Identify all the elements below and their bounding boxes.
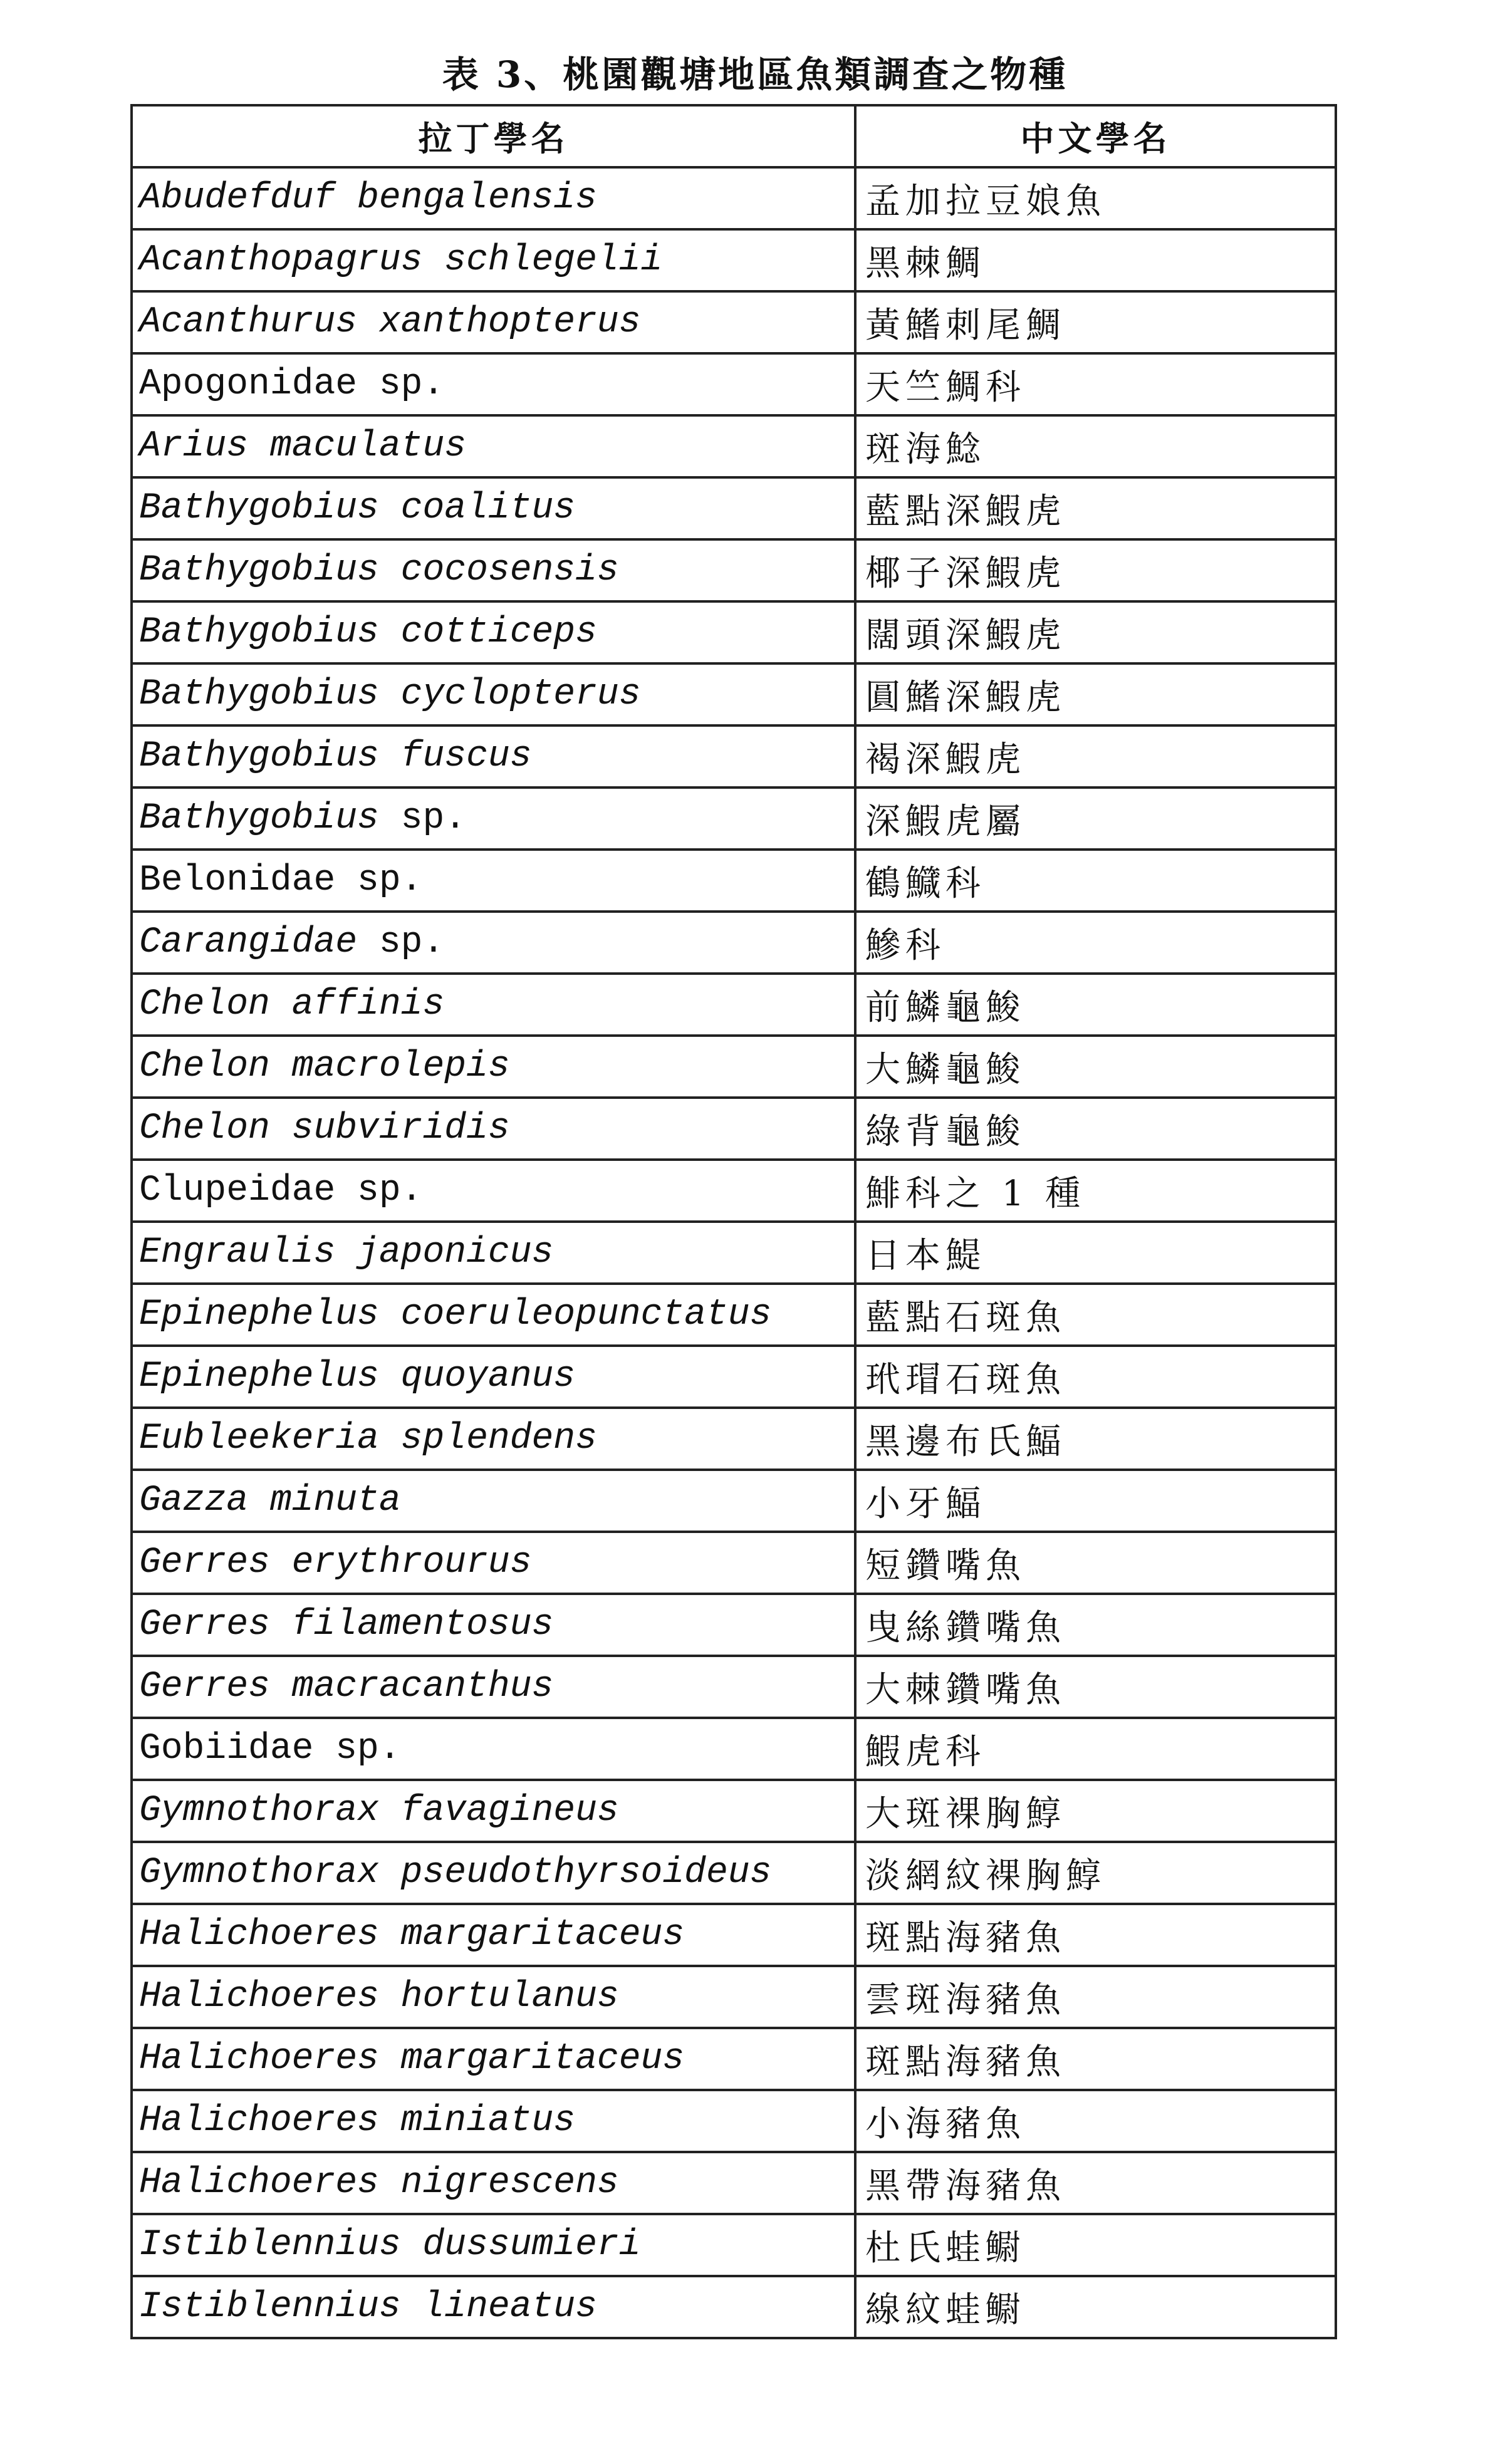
latin-name-cell [132,1160,855,1222]
chinese-name-cell: 鶴鱵科 [855,850,1336,912]
chinese-name-cell: 黃鰭刺尾鯛 [855,291,1336,353]
latin-name-italic: Bathygobius cocosensis [139,550,619,591]
chinese-name-cell: 藍點石斑魚 [855,1284,1336,1346]
table-row [132,353,1336,415]
latin-name-italic: Gerres erythrourus [139,1542,532,1583]
latin-name-cell [132,291,855,353]
latin-name-italic: Bathygobius cyclopterus [139,674,641,715]
chinese-name-cell: 前鱗龜鮻 [855,974,1336,1036]
latin-name-italic: Acanthurus xanthopterus [139,302,641,343]
table-row [132,1470,1336,1532]
latin-name-cell [132,1594,855,1656]
latin-name-italic: Halichoeres margaritaceus [139,2039,685,2079]
latin-name-cell [132,1656,855,1718]
table-row [132,2028,1336,2090]
chinese-name-cell: 杜氏蛙鳚 [855,2214,1336,2276]
chinese-name-cell: 斑海鯰 [855,415,1336,477]
latin-name-cell [132,229,855,291]
latin-name-cell [132,1346,855,1408]
chinese-name-cell: 鯡科之 1 種 [855,1160,1336,1222]
table-row [132,725,1336,788]
latin-name-cell [132,1222,855,1284]
latin-name-plain: Belonidae sp. [139,860,423,901]
table-row [132,601,1336,663]
latin-name-cell [132,1470,855,1532]
table-row [132,850,1336,912]
table-row [132,912,1336,974]
latin-name-cell [132,167,855,229]
latin-name-plain: sp. [378,798,467,839]
latin-name-cell [132,1966,855,2028]
latin-name-italic: Acanthopagrus schlegelii [139,240,663,281]
table-row [132,663,1336,725]
latin-name-italic: Bathygobius coalitus [139,488,576,529]
latin-name-cell [132,1780,855,1842]
latin-name-italic: Eubleekeria splendens [139,1418,597,1459]
latin-name-italic: Chelon macrolepis [139,1046,510,1087]
chinese-name-cell: 黑邊布氏鰏 [855,1408,1336,1470]
chinese-name-cell: 短鑽嘴魚 [855,1532,1336,1594]
latin-name-cell [132,539,855,601]
latin-name-italic: Gazza minuta [139,1480,401,1521]
latin-name-italic: Abudefduf bengalensis [139,178,597,219]
chinese-name-cell: 黑帶海豬魚 [855,2152,1336,2214]
species-table [130,104,1337,2339]
latin-name-cell [132,2276,855,2338]
latin-name-cell [132,415,855,477]
latin-name-italic: Istiblennius lineatus [139,2287,597,2327]
table-row [132,2152,1336,2214]
table-row [132,1904,1336,1966]
latin-name-plain: Clupeidae sp. [139,1170,423,1211]
table-row [132,1346,1336,1408]
chinese-name-cell: 孟加拉豆娘魚 [855,167,1336,229]
chinese-name-cell: 鰕虎科 [855,1718,1336,1780]
latin-name-cell [132,601,855,663]
latin-name-cell [132,912,855,974]
table-row [132,1284,1336,1346]
table-row [132,291,1336,353]
chinese-name-cell: 玳瑁石斑魚 [855,1346,1336,1408]
latin-name-cell [132,2028,855,2090]
table-row [132,2090,1336,2152]
header-chinese-name: 中文學名 [855,105,1336,167]
latin-name-italic: Gymnothorax pseudothyrsoideus [139,1853,772,1893]
chinese-name-cell: 黑棘鯛 [855,229,1336,291]
latin-name-cell [132,974,855,1036]
latin-name-cell [132,1842,855,1904]
chinese-name-cell: 淡網紋裸胸鯙 [855,1842,1336,1904]
latin-name-plain: Apogonidae sp. [139,364,445,405]
chinese-name-cell: 曳絲鑽嘴魚 [855,1594,1336,1656]
table-row [132,1718,1336,1780]
chinese-name-cell: 天竺鯛科 [855,353,1336,415]
latin-name-cell [132,1036,855,1098]
latin-name-italic: Bathygobius fuscus [139,736,532,777]
latin-name-plain: Gobiidae sp. [139,1728,401,1769]
table-title: 表 3、桃園觀塘地區魚類調查之物種 [442,53,1068,96]
latin-name-italic: Gymnothorax favagineus [139,1791,619,1831]
latin-name-italic: Epinephelus coeruleopunctatus [139,1294,772,1335]
table-row [132,2214,1336,2276]
latin-name-italic: Gerres filamentosus [139,1604,554,1645]
chinese-name-cell: 斑點海豬魚 [855,2028,1336,2090]
table-row [132,1098,1336,1160]
latin-name-italic: Epinephelus quoyanus [139,1356,576,1397]
table-row [132,2276,1336,2338]
latin-name-cell [132,2152,855,2214]
latin-name-cell [132,1718,855,1780]
latin-name-italic: Engraulis japonicus [139,1232,554,1273]
latin-name-plain: sp. [357,922,445,963]
latin-name-cell [132,725,855,788]
latin-name-cell [132,353,855,415]
latin-name-cell [132,788,855,850]
table-row [132,1222,1336,1284]
latin-name-cell [132,663,855,725]
latin-name-cell [132,1098,855,1160]
latin-name-italic: Halichoeres hortulanus [139,1977,619,2017]
latin-name-italic: Chelon affinis [139,984,445,1025]
table-row [132,1842,1336,1904]
table-row [132,539,1336,601]
latin-name-italic: Halichoeres nigrescens [139,2163,619,2203]
table-row [132,1966,1336,2028]
chinese-name-cell: 鰺科 [855,912,1336,974]
latin-name-italic: Arius maculatus [139,426,467,467]
latin-name-italic: Bathygobius cotticeps [139,612,597,653]
chinese-name-cell: 日本鯷 [855,1222,1336,1284]
table-row [132,477,1336,539]
table-row [132,788,1336,850]
chinese-name-cell: 小牙鰏 [855,1470,1336,1532]
header-latin-name: 拉丁學名 [132,105,855,167]
chinese-name-cell: 椰子深鰕虎 [855,539,1336,601]
latin-name-cell [132,1284,855,1346]
chinese-name-cell: 綠背龜鮻 [855,1098,1336,1160]
table-row [132,1780,1336,1842]
chinese-name-cell: 線紋蛙鳚 [855,2276,1336,2338]
chinese-name-cell: 雲斑海豬魚 [855,1966,1336,2028]
chinese-name-cell: 斑點海豬魚 [855,1904,1336,1966]
latin-name-italic: Gerres macracanthus [139,1666,554,1707]
table-body [132,167,1336,2338]
table-row [132,1160,1336,1222]
latin-name-cell [132,2090,855,2152]
chinese-name-cell: 藍點深鰕虎 [855,477,1336,539]
table-row [132,974,1336,1036]
table-row [132,1656,1336,1718]
table-header-row [132,105,1336,167]
table-row [132,415,1336,477]
chinese-name-cell: 深鰕虎屬 [855,788,1336,850]
latin-name-cell [132,850,855,912]
chinese-name-cell: 大斑裸胸鯙 [855,1780,1336,1842]
chinese-name-cell: 圓鰭深鰕虎 [855,663,1336,725]
table-row [132,1532,1336,1594]
chinese-name-cell: 小海豬魚 [855,2090,1336,2152]
table-row [132,1408,1336,1470]
table-row [132,1036,1336,1098]
chinese-name-cell: 大棘鑽嘴魚 [855,1656,1336,1718]
latin-name-italic: Halichoeres miniatus [139,2101,576,2141]
latin-name-italic: Istiblennius dussumieri [139,2225,641,2265]
latin-name-italic: Carangidae [139,922,358,963]
latin-name-cell [132,1532,855,1594]
chinese-name-cell: 褐深鰕虎 [855,725,1336,788]
chinese-name-cell: 闊頭深鰕虎 [855,601,1336,663]
latin-name-cell [132,1408,855,1470]
latin-name-italic: Bathygobius [139,798,379,839]
latin-name-italic: Chelon subviridis [139,1108,510,1149]
chinese-name-cell: 大鱗龜鮻 [855,1036,1336,1098]
table-row [132,167,1336,229]
latin-name-cell [132,477,855,539]
latin-name-cell [132,1904,855,1966]
latin-name-cell [132,2214,855,2276]
latin-name-italic: Halichoeres margaritaceus [139,1915,685,1955]
table-row [132,1594,1336,1656]
table-row [132,229,1336,291]
